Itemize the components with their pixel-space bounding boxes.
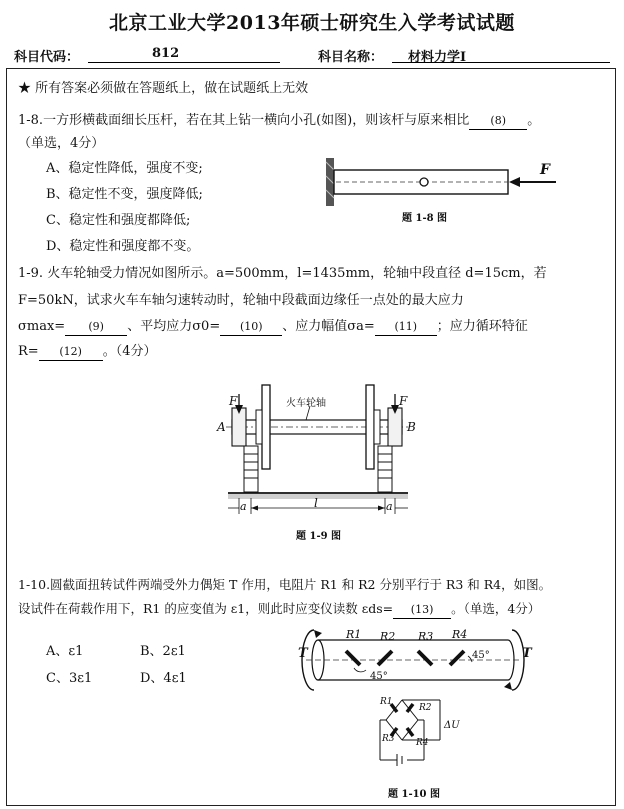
q10-bridge-label-r3: R3: [382, 734, 395, 744]
q10-stem-end: 。（单选，4分）: [451, 601, 541, 616]
q9-point-a-label: A: [217, 420, 226, 434]
q10-right-torque-arrowhead: [504, 682, 512, 690]
q10-angle-label-left: 45°: [370, 671, 388, 682]
q10-torque-label-left: T: [298, 646, 308, 661]
q8-force-label: F: [540, 162, 550, 178]
q8-option-b: B、稳定性不变，强度降低;: [46, 187, 203, 202]
q10-label-r1: R1: [346, 628, 362, 641]
q8-option-c: C、稳定性和强度都降低;: [46, 213, 191, 228]
q10-bridge-label-r2: R2: [419, 703, 432, 713]
q10-option-a: A、ε1: [46, 644, 84, 659]
q10-gauge-r2: [378, 651, 392, 665]
q10-gauge-r1: [346, 651, 360, 665]
q8-stem-text: 1-8.一方形横截面细长压杆，若在其上钻一横向小孔(如图)，则该杆与原来相比: [18, 113, 470, 128]
q9-avg-label: 、平均应力σ0=: [127, 319, 221, 334]
q10-torque-label-right: T: [522, 646, 532, 661]
q9-dim-l: l: [314, 496, 318, 510]
q9-blank-10: (10): [220, 318, 282, 336]
q10-gauge-r4: [450, 651, 464, 665]
q8-option-d: D、稳定性和强度都不变。: [46, 239, 200, 254]
q10-option-b: B、2ε1: [140, 644, 186, 659]
q10-label-r4: R4: [452, 628, 468, 641]
q9-r-label: R=: [18, 344, 39, 359]
q9-caption: 题 1-9 图: [296, 531, 342, 542]
q10-voltage-label: ΔU: [444, 720, 460, 731]
q10-label-r2: R2: [380, 630, 396, 643]
q8-caption: 题 1-8 图: [402, 213, 448, 224]
q10-blank-13: (13): [393, 601, 451, 619]
subject-name-value: 材料力学I: [408, 50, 467, 65]
exam-title: 北京工业大学2013年硕士研究生入学考试试题: [109, 12, 515, 34]
q10-option-c: C、3ε1: [46, 671, 93, 686]
q9-blank-11: (11): [375, 318, 437, 336]
q9-points: 。（4分）: [102, 344, 157, 359]
q9-cycle-label: ；应力循环特征: [436, 319, 528, 334]
q10-label-r3: R3: [418, 630, 434, 643]
q10-bridge-r4: [407, 728, 413, 736]
q9-dim-a-right: a: [386, 500, 393, 513]
q10-bridge-r2: [407, 704, 413, 712]
q9-amp-label: 、应力幅值σa=: [282, 319, 375, 334]
q10-stem-text: 设试件在荷载作用下，R1 的应变值为 ε1，则此时应变仪读数 εds=: [18, 601, 394, 616]
subject-code-label: 科目代码：: [14, 50, 80, 65]
q9-dim-a-left: a: [240, 500, 247, 513]
q10-bridge-label-r1: R1: [380, 697, 393, 707]
q10-stem-line1: 1-10.圆截面扭转试件两端受外力偶矩 T 作用，电阻片 R1 和 R2 分别平行于 R3 和 R4，如图。: [18, 577, 552, 592]
q10-angle-label-right: 45°: [472, 650, 490, 661]
q10-caption: 题 1-10 图: [388, 789, 440, 800]
q8-stem: 1-8.一方形横截面细长压杆，若在其上钻一横向小孔(如图)，则该杆与原来相比 (8) 。: [18, 113, 541, 128]
q9-blank-12: (12): [39, 343, 103, 361]
q10-left-torque-arrowhead: [314, 630, 322, 638]
q9-smax-label: σmax=: [18, 319, 66, 334]
q9-wheel-axle-label: 火车轮轴: [286, 398, 326, 409]
q9-stem-line2: F=50kN，试求火车车轴匀速转动时，轮轴中段截面边缘任一点处的最大应力: [18, 293, 464, 308]
q8-blank: (8): [469, 112, 527, 130]
subject-code-value: 812: [152, 46, 180, 61]
q8-type: （单选，4分）: [18, 136, 105, 151]
answer-notice: ★ 所有答案必须做在答题纸上，做在试题纸上无效: [18, 81, 309, 96]
q9-force-label-right: F: [399, 394, 408, 408]
subject-name-label: 科目名称：: [318, 50, 384, 65]
q8-option-a: A、稳定性降低，强度不变;: [46, 161, 203, 176]
q10-gauge-r3: [418, 651, 432, 665]
q10-angle-arc-left: [354, 668, 366, 672]
q10-bridge-label-r4: R4: [416, 738, 429, 748]
q10-option-d: D、4ε1: [140, 671, 187, 686]
q9-stem-line1: 1-9. 火车轮轴受力情况如图所示。a=500mm，l=1435mm，轮轴中段直径 d=15cm，若: [18, 266, 547, 281]
q9-blank-9: (9): [65, 318, 127, 336]
q9-force-label-left: F: [229, 394, 238, 408]
q9-point-b-label: B: [407, 420, 416, 434]
